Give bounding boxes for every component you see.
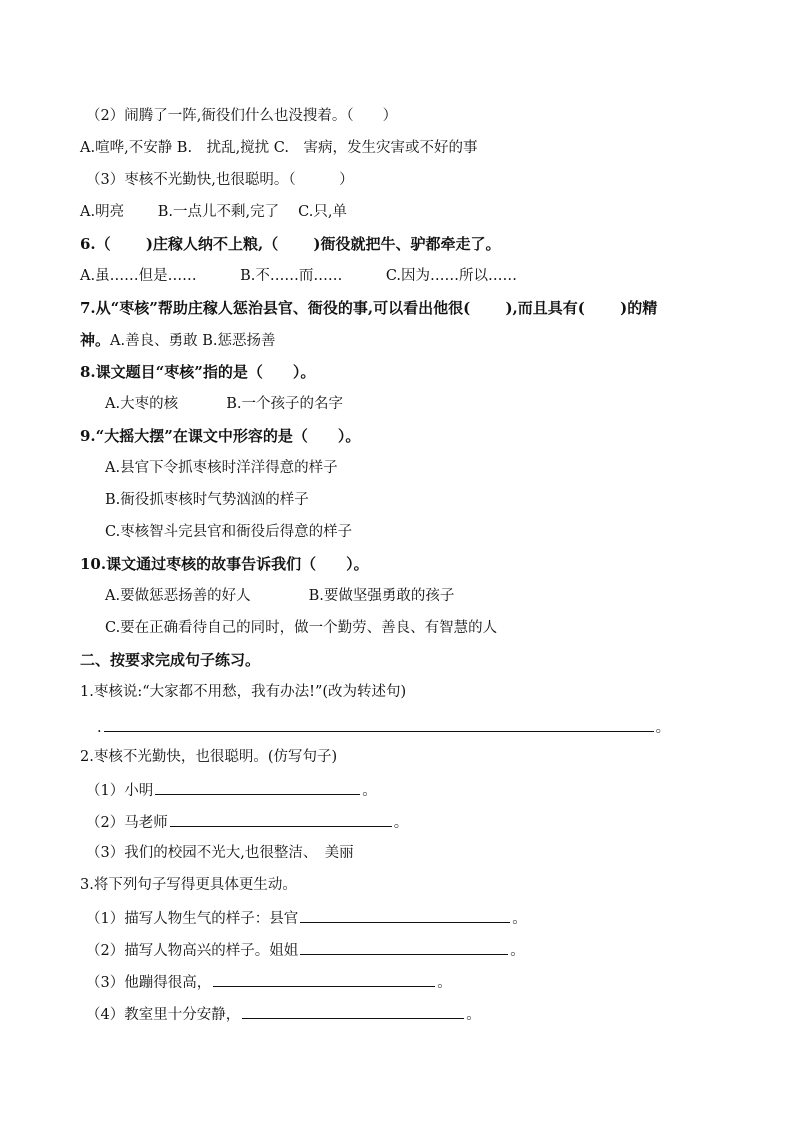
q8-stem: 8.课文题目“枣核”指的是（ ）。 bbox=[80, 363, 316, 381]
q9-option-b: B.衙役抓枣核时气势汹汹的样子 bbox=[105, 492, 309, 508]
ex2-stem: 2.枣核不光勤快，也很聪明。(仿写句子) bbox=[80, 749, 338, 765]
q7-stem-line2 bbox=[80, 329, 275, 352]
ex1-answer-line bbox=[97, 715, 670, 739]
ex3-item1-label: （1）描写人物生气的样子：县官 bbox=[86, 911, 299, 927]
ex2-item2-end: 。 bbox=[393, 815, 409, 831]
ex2-item2-blank[interactable] bbox=[170, 810, 392, 827]
q5-sub3-options: A.明亮 B.一点儿不剩,完了 C.只,单 bbox=[80, 204, 347, 220]
q10-stem: 10.课文通过枣核的故事告诉我们（ ）。 bbox=[80, 555, 369, 573]
ex3-item4-blank[interactable] bbox=[242, 1002, 464, 1019]
ex3-item2 bbox=[86, 938, 525, 962]
ex3-item2-end: 。 bbox=[510, 943, 525, 959]
ex3-item2-label: （2）描写人物高兴的样子。姐姐 bbox=[86, 943, 299, 959]
ex1-stem: 1.枣核说:“大家都不用愁，我有办法!”(改为转述句) bbox=[80, 684, 407, 700]
ex3-item3-label: （3）他蹦得很高， bbox=[86, 975, 212, 991]
ex3-item4-label: （4）教室里十分安静， bbox=[86, 1007, 241, 1023]
ex3-item2-blank[interactable] bbox=[300, 938, 508, 955]
ex3-item3-blank[interactable] bbox=[213, 970, 435, 987]
q10-options-ab: A.要做惩恶扬善的好人 B.要做坚强勇敢的孩子 bbox=[105, 588, 455, 604]
ex2-item1-label: （1）小明 bbox=[86, 783, 154, 799]
q5-sub2-stem: （2）闹腾了一阵,衙役们什么也没搜着。（ ） bbox=[86, 108, 398, 124]
ex2-item2-label: （2）马老师 bbox=[86, 815, 168, 831]
q10-option-c: C.要在正确看待自己的同时，做一个勤劳、善良、有智慧的人 bbox=[105, 620, 498, 636]
ex3-item1 bbox=[86, 906, 527, 930]
q6-options: A.虽……但是…… B.不……而…… C.因为……所以…… bbox=[80, 268, 518, 284]
q9-stem: 9.“大摇大摆”在课文中形容的是（ ）。 bbox=[80, 427, 361, 445]
ex1-answer-blank[interactable] bbox=[104, 715, 654, 732]
ex2-item1 bbox=[86, 778, 377, 802]
ex3-stem: 3.将下列句子写得更具体更生动。 bbox=[80, 877, 297, 893]
ex3-item4 bbox=[86, 1002, 481, 1026]
q7-stem-line2-bold: 神。 bbox=[80, 331, 111, 349]
q8-options: A.大枣的核 B.一个孩子的名字 bbox=[105, 396, 343, 412]
q7-options: A.善良、勇敢 B.惩恶扬善 bbox=[110, 333, 276, 349]
ex2-item3: （3）我们的校园不光大,也很整洁、 美丽 bbox=[86, 845, 354, 861]
ex3-item1-end: 。 bbox=[512, 911, 527, 927]
q5-sub3-stem: （3）枣核不光勤快,也很聪明。（ ） bbox=[86, 172, 354, 188]
q6-stem: 6.（ )庄稼人纳不上粮,（ )衙役就把牛、驴都牵走了。 bbox=[80, 235, 501, 253]
q9-option-a: A.县官下令抓枣核时洋洋得意的样子 bbox=[105, 460, 338, 476]
q5-sub2-options: A.喧哗,不安静 B. 扰乱,搅扰 C. 害病，发生灾害或不好的事 bbox=[80, 140, 478, 156]
ex1-lead: . bbox=[97, 720, 102, 736]
ex2-item1-blank[interactable] bbox=[155, 778, 360, 795]
ex3-item3 bbox=[86, 970, 452, 994]
ex2-item2 bbox=[86, 810, 408, 834]
ex3-item1-blank[interactable] bbox=[300, 906, 510, 923]
ex2-item1-end: 。 bbox=[362, 783, 377, 799]
ex1-end: 。 bbox=[655, 720, 671, 736]
ex3-item4-end: 。 bbox=[466, 1007, 481, 1023]
ex3-item3-end: 。 bbox=[437, 975, 452, 991]
q9-option-c: C.枣核智斗完县官和衙役后得意的样子 bbox=[105, 524, 353, 540]
section2-heading: 二、按要求完成句子练习。 bbox=[80, 651, 261, 669]
q7-stem-line1: 7.从“枣核”帮助庄稼人惩治县官、衙役的事,可以看出他很( ),而且具有( )的精 bbox=[80, 299, 658, 317]
